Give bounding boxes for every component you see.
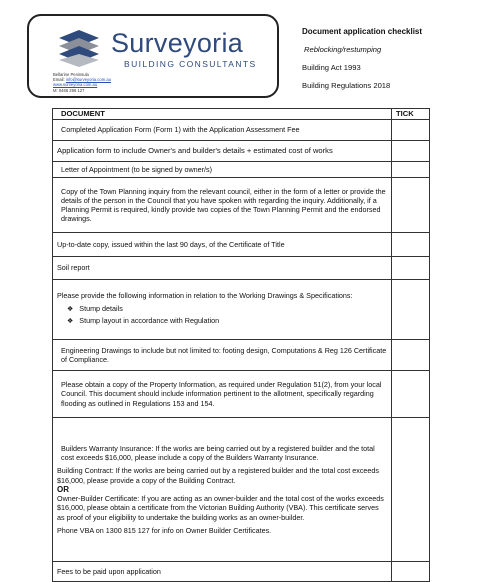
row-text: Application form to include Owner's and builder's details + estimated cost of works [53,141,392,162]
surveyoria-stack-icon [55,28,103,68]
table-header-row [53,109,430,120]
tick-cell[interactable] [392,178,430,233]
phone-label: M: [53,87,58,93]
diamond-bullet-icon: ❖ [67,318,74,326]
tick-cell[interactable] [392,562,430,582]
document-column-header: DOCUMENT [53,109,392,120]
list-item [67,316,387,326]
building-act: Building Act 1993 [302,63,361,72]
table-row [53,162,430,178]
tick-column-header: TICK [392,109,430,120]
tick-cell[interactable] [392,120,430,141]
website-link[interactable]: www.surveyoria.com.au [53,82,98,88]
table-row [53,257,430,280]
table-row [53,340,430,371]
document-subtitle: Reblocking/restumping [304,45,382,54]
warranty-insurance-text: Builders Warranty Insurance: If the works are being carried out by a registered builder and the total cost exceeds $16,000, please include a copy of the Builders Warranty Insurance. [61,444,375,463]
or-label: OR [57,484,69,494]
table-row [53,141,430,162]
row-text: Up-to-date copy, issued within the last 90 days, of the Certificate of Title [53,233,392,257]
row-text: Soil report [53,257,392,280]
tick-cell[interactable] [392,340,430,371]
row-text: Copy of the Town Planning inquiry from the relevant council, either in the form of a letter or provide the details of the person in the Council that you have spoken with regarding the inquiry. Additionally, if a Planning Permit is required, kindly provide two copies of the Town Planning Permit and the endorsed drawings. [53,178,392,233]
row-text: Engineering Drawings to include but not limited to: footing design, Computations & Reg 126 Certificate of Compliance. [53,340,392,371]
list-item-text: Stump layout in accordance with Regulation [79,316,220,326]
vba-phone-text: Phone VBA on 1300 815 127 for info on Owner Builder Certificates. [57,525,272,535]
tick-cell[interactable] [392,280,430,340]
tick-cell[interactable] [392,162,430,178]
tick-cell[interactable] [392,141,430,162]
row-text: Please provide the following information in relation to the Working Drawings & Specifications: [57,290,353,300]
table-row [53,371,430,418]
tick-cell[interactable] [392,371,430,418]
phone-number: 0466 296 127 [58,87,85,93]
row-text: Letter of Appointment (to be signed by owner/s) [53,162,392,178]
email-link[interactable]: info@surveyoria.com.au [65,77,112,83]
row-cell-insurance [53,418,392,562]
list-item [67,304,387,314]
table-row [53,562,430,582]
company-subtitle: BUILDING CONSULTANTS [124,59,257,69]
building-regulations: Building Regulations 2018 [302,81,391,90]
table-row [53,418,430,562]
company-contact [53,72,111,93]
row-cell-drawings [53,280,392,340]
contact-location: Bellarine Peninsula [53,72,89,77]
building-contract-text: Building Contract: If the works are being carried out by a registered builder and the total cost exceeds $16,000, please provide a copy of the Building Contract. [57,466,380,485]
row-text: Please obtain a copy of the Property Information, as required under Regulation 51(2), from your local Council. This document should include information pertinent to the allotment, specifically regarding flooding as outlined in Regulations 153 and 154. [53,371,392,418]
table-row [53,120,430,141]
row-text: Fees to be paid upon application [53,562,392,582]
tick-cell[interactable] [392,257,430,280]
contact-phone-line [53,88,111,93]
checklist-table [52,108,430,582]
company-logo [27,14,279,98]
table-row [53,233,430,257]
row-text: Completed Application Form (Form 1) with the Application Assessment Fee [53,120,392,141]
list-item-text: Stump details [79,303,123,313]
table-row [53,280,430,340]
email-label: Email: [53,77,65,83]
drawings-bullet-list [67,304,387,326]
owner-builder-text: Owner-Builder Certificate: If you are acting as an owner-builder and the total cost of the works exceeds $16,000, please obtain a certificate from the Victorian Building Authority (VBA). This certificate serves as proof of your eligibility to undertake the building works as an owner-builder. [57,494,384,522]
diamond-bullet-icon: ❖ [67,305,74,313]
tick-cell[interactable] [392,233,430,257]
tick-cell[interactable] [392,418,430,562]
company-name: Surveyoria [111,28,244,58]
table-row [53,178,430,233]
document-title: Document application checklist [302,27,423,36]
